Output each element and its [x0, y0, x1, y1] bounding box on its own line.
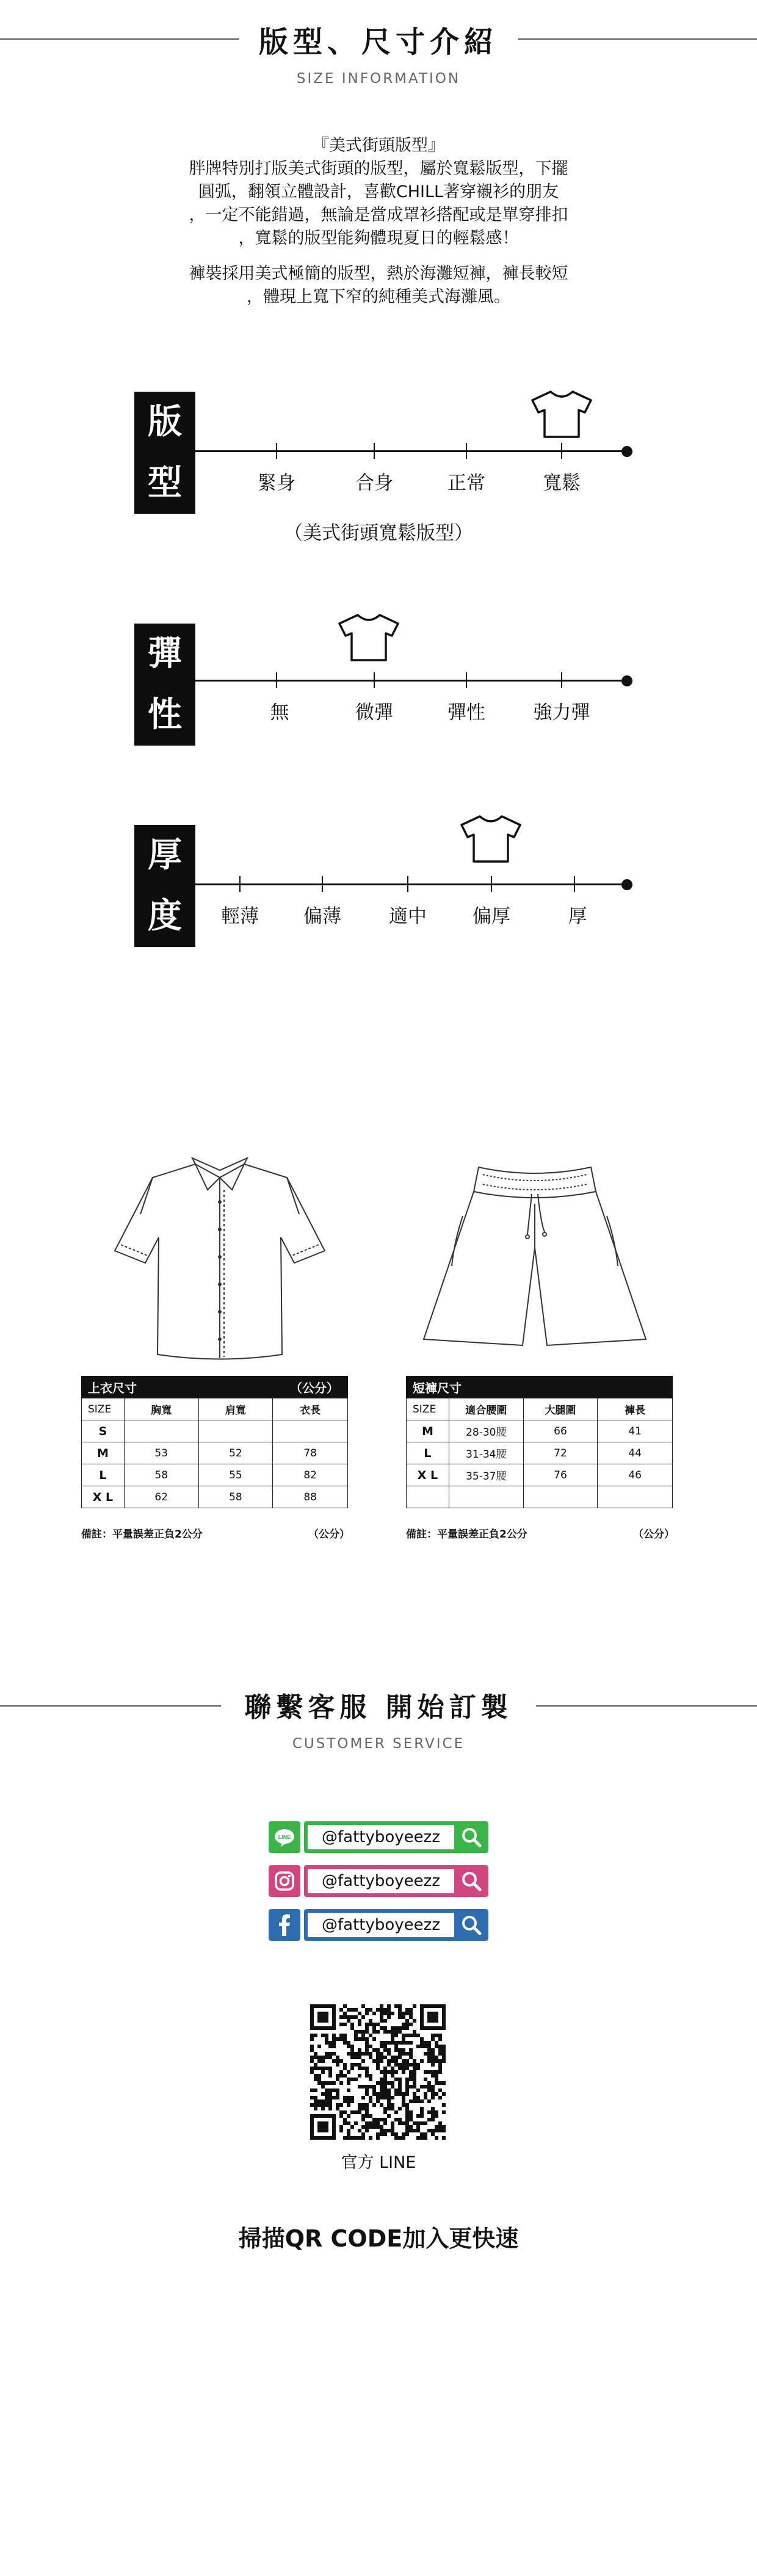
fit-scale-note: （美式街頭寬鬆版型）: [284, 522, 473, 544]
fit-label-char: 型: [148, 463, 182, 503]
table-cell: 76: [523, 1464, 598, 1486]
table-cell: [407, 1486, 449, 1508]
intro-line: 胖牌特別打版美式街頭的版型，屬於寬鬆版型，下擺: [189, 159, 568, 178]
facebook-handle: @fattyboyeezz: [308, 1913, 454, 1937]
table-cell: L: [407, 1442, 449, 1464]
instagram-contact-bar[interactable]: [269, 1865, 488, 1897]
table-cell: 44: [598, 1442, 673, 1464]
line-handle-box: [304, 1821, 488, 1853]
shorts-table-remark-unit: （公分）: [633, 1528, 675, 1541]
table-cell: M: [82, 1442, 125, 1464]
top-table-remark-unit: （公分）: [308, 1528, 350, 1541]
tshirt-marker-icon: [459, 814, 523, 864]
stretch-tick-label: 強力彈: [533, 702, 590, 724]
contact-section-subtitle: CUSTOMER SERVICE: [292, 1736, 465, 1752]
thickness-tick-label: 偏薄: [303, 905, 341, 927]
thickness-tick: [491, 876, 492, 892]
fit-tick: [466, 443, 467, 459]
table-cell: X L: [82, 1486, 125, 1508]
instagram-icon: [269, 1865, 300, 1897]
thickness-tick: [322, 876, 323, 892]
table-cell: 52: [198, 1442, 273, 1464]
fit-tick-label: 寬鬆: [543, 472, 581, 494]
table-cell: 53: [124, 1442, 198, 1464]
fit-tick-label: 緊身: [258, 472, 295, 494]
table-cell: 62: [124, 1486, 198, 1508]
tshirt-marker-icon: [337, 613, 400, 663]
intro-line: 褲裝採用美式極簡的版型，熱於海灘短褲，褲長較短: [189, 264, 568, 283]
thickness-tick-label: 輕薄: [221, 905, 259, 927]
table-cell: S: [82, 1420, 125, 1442]
table-cell: [124, 1420, 198, 1442]
thickness-tick: [407, 876, 408, 892]
contact-rule-left: [0, 1705, 221, 1707]
line-handle: @fattyboyeezz: [308, 1825, 454, 1849]
fit-label-char: 版: [148, 402, 182, 442]
stretch-label-char: 性: [148, 695, 182, 735]
qr-code[interactable]: [310, 2004, 446, 2140]
thickness-label-char: 度: [148, 896, 182, 936]
table-cell: [198, 1420, 273, 1442]
fit-scale-axis: [195, 450, 629, 452]
thickness-label-char: 厚: [148, 835, 182, 875]
table-cell: X L: [407, 1464, 449, 1486]
intro-paragraph: [0, 134, 757, 250]
header-rule-right: [518, 38, 757, 40]
stretch-tick: [466, 672, 467, 688]
table-row: [407, 1486, 673, 1508]
table-cell: 78: [273, 1442, 348, 1464]
shorts-illustration: [419, 1156, 651, 1358]
shorts-size-table: [406, 1376, 673, 1508]
table-cell: 72: [523, 1442, 598, 1464]
thickness-tick: [574, 876, 575, 892]
table-cell: 66: [523, 1420, 598, 1442]
intro-line: ，寬鬆的版型能夠體現夏日的輕鬆感！: [238, 229, 519, 248]
instagram-handle-box: [304, 1865, 488, 1897]
search-icon: [458, 1825, 485, 1849]
fit-tick: [276, 443, 277, 459]
thickness-label-block: [134, 825, 195, 947]
svg-text:LINE: LINE: [278, 1834, 291, 1840]
stretch-tick-label: 無: [270, 702, 289, 724]
fit-tick-label: 正常: [447, 472, 485, 494]
table-row: [82, 1464, 348, 1486]
size-section-title: 版型、尺寸介紹: [258, 25, 498, 59]
table-row: [407, 1420, 673, 1442]
stretch-tick-label: 彈性: [447, 702, 485, 724]
table-row: [407, 1442, 673, 1464]
top-size-table: [81, 1376, 348, 1508]
stretch-label-block: [134, 624, 195, 746]
fit-tick: [561, 443, 562, 459]
instagram-handle: @fattyboyeezz: [308, 1869, 454, 1893]
stretch-tick: [561, 672, 562, 688]
table-cell: L: [82, 1464, 125, 1486]
table-cell: 35-37腰: [449, 1464, 523, 1486]
fit-tick: [374, 443, 375, 459]
top-table-remark: 備註：平量誤差正負2公分: [81, 1528, 203, 1541]
top-table-header: 胸寬: [124, 1398, 198, 1420]
top-table-caption: 上衣尺寸: [82, 1376, 199, 1398]
stretch-label-char: 彈: [148, 634, 182, 674]
size-section-subtitle: SIZE INFORMATION: [296, 71, 461, 87]
top-table-header: 衣長: [273, 1398, 348, 1420]
table-row: [82, 1442, 348, 1464]
qr-caption: 官方 LINE: [341, 2153, 416, 2172]
fit-label-block: [134, 392, 195, 514]
table-cell: 58: [124, 1464, 198, 1486]
fit-scale-end-dot: [621, 446, 632, 457]
table-cell: 28-30腰: [449, 1420, 523, 1442]
shorts-table-header: 大腿圍: [523, 1398, 598, 1420]
contact-rule-right: [536, 1705, 757, 1707]
facebook-contact-bar[interactable]: [269, 1909, 488, 1941]
table-cell: 58: [198, 1486, 273, 1508]
intro-line: ，一定不能錯過，無論是當成罩衫搭配或是單穿排扣: [189, 206, 568, 225]
header-rule-left: [0, 38, 239, 40]
stretch-tick: [374, 672, 375, 688]
intro-paragraph-2: [0, 262, 757, 309]
table-cell: [449, 1486, 523, 1508]
facebook-icon: [269, 1909, 300, 1941]
stretch-scale-axis: [195, 680, 629, 682]
table-row: [407, 1464, 673, 1486]
shorts-table-caption: 短褲尺寸: [407, 1376, 673, 1398]
stretch-tick: [276, 672, 277, 688]
shorts-table-header: 適合腰圍: [449, 1398, 523, 1420]
shorts-table-header: SIZE: [407, 1398, 449, 1420]
intro-line: ，體現上寬下窄的純種美式海灘風。: [247, 287, 510, 306]
top-table-unit: （公分）: [198, 1376, 347, 1398]
thickness-scale-end-dot: [621, 879, 632, 890]
intro-line: 圓弧，翻領立體設計，喜歡CHILL著穿襯衫的朋友: [198, 182, 559, 201]
table-cell: 31-34腰: [449, 1442, 523, 1464]
facebook-handle-box: [304, 1909, 488, 1941]
table-cell: [523, 1486, 598, 1508]
table-cell: M: [407, 1420, 449, 1442]
table-cell: [273, 1420, 348, 1442]
search-icon: [458, 1913, 485, 1937]
stretch-tick-label: 微彈: [355, 702, 393, 724]
shorts-table-remark: 備註：平量誤差正負2公分: [406, 1528, 527, 1541]
table-cell: [598, 1486, 673, 1508]
top-table-header: 肩寬: [198, 1398, 273, 1420]
line-icon: [269, 1821, 300, 1853]
stretch-scale-end-dot: [621, 675, 632, 686]
thickness-tick: [239, 876, 241, 892]
scan-instruction: 掃描QR CODE加入更快速: [238, 2225, 519, 2252]
shorts-table-header: 褲長: [598, 1398, 673, 1420]
tshirt-marker-icon: [530, 389, 593, 439]
fit-tick-label: 合身: [355, 472, 393, 494]
contact-section-title: 聯繫客服 開始訂製: [244, 1692, 513, 1723]
thickness-scale-axis: [195, 883, 629, 885]
top-table-header: SIZE: [82, 1398, 125, 1420]
search-icon: [458, 1869, 485, 1893]
thickness-tick-label: 偏厚: [473, 905, 510, 927]
table-cell: 55: [198, 1464, 273, 1486]
intro-line: 『美式街頭版型』: [313, 136, 444, 155]
table-cell: 82: [273, 1464, 348, 1486]
table-row: [82, 1420, 348, 1442]
table-cell: 41: [598, 1420, 673, 1442]
table-cell: 46: [598, 1464, 673, 1486]
shirt-illustration: [104, 1153, 336, 1367]
line-contact-bar[interactable]: [269, 1821, 488, 1853]
table-row: [82, 1486, 348, 1508]
thickness-tick-label: 厚: [568, 905, 587, 927]
thickness-tick-label: 適中: [389, 905, 427, 927]
table-cell: 88: [273, 1486, 348, 1508]
